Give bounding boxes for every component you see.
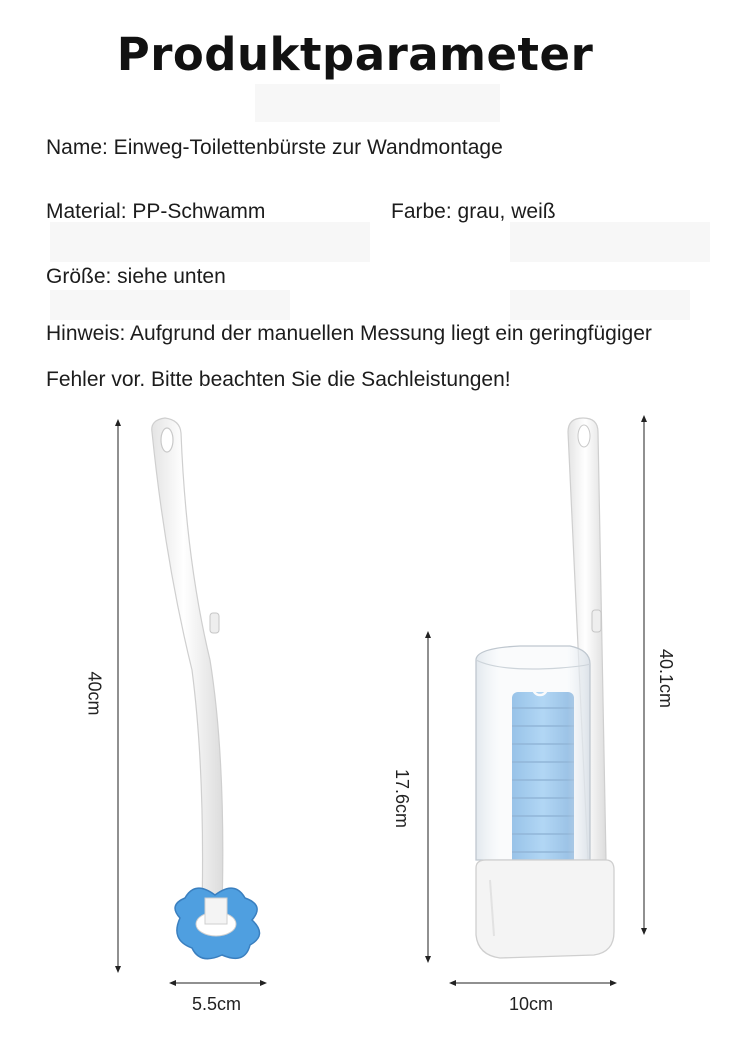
brush-handle	[152, 418, 223, 910]
hanging-hole	[161, 428, 173, 452]
param-color: Farbe: grau, weiß	[391, 200, 556, 223]
brush-width-label: 5.5cm	[192, 994, 242, 1014]
total-height-label: 40.1cm	[656, 648, 677, 709]
page-title: Produktparameter	[116, 28, 594, 81]
param-name: Name: Einweg-Toilettenbürste zur Wandmontage	[46, 136, 503, 159]
param-material: Material: PP-Schwamm	[46, 200, 266, 223]
param-size: Größe: siehe unten	[46, 265, 226, 288]
brush-sponge-head	[175, 888, 259, 959]
param-note-line1: Hinweis: Aufgrund der manuellen Messung liegt ein geringfügiger	[46, 322, 652, 345]
clip-button	[210, 613, 219, 633]
holder-height-label: 17.6cm	[392, 768, 413, 829]
param-note-line2: Fehler vor. Bitte beachten Sie die Sachleistungen!	[46, 368, 511, 391]
holder-width-label: 10cm	[509, 994, 554, 1014]
brush-height-label: 40cm	[84, 671, 105, 716]
